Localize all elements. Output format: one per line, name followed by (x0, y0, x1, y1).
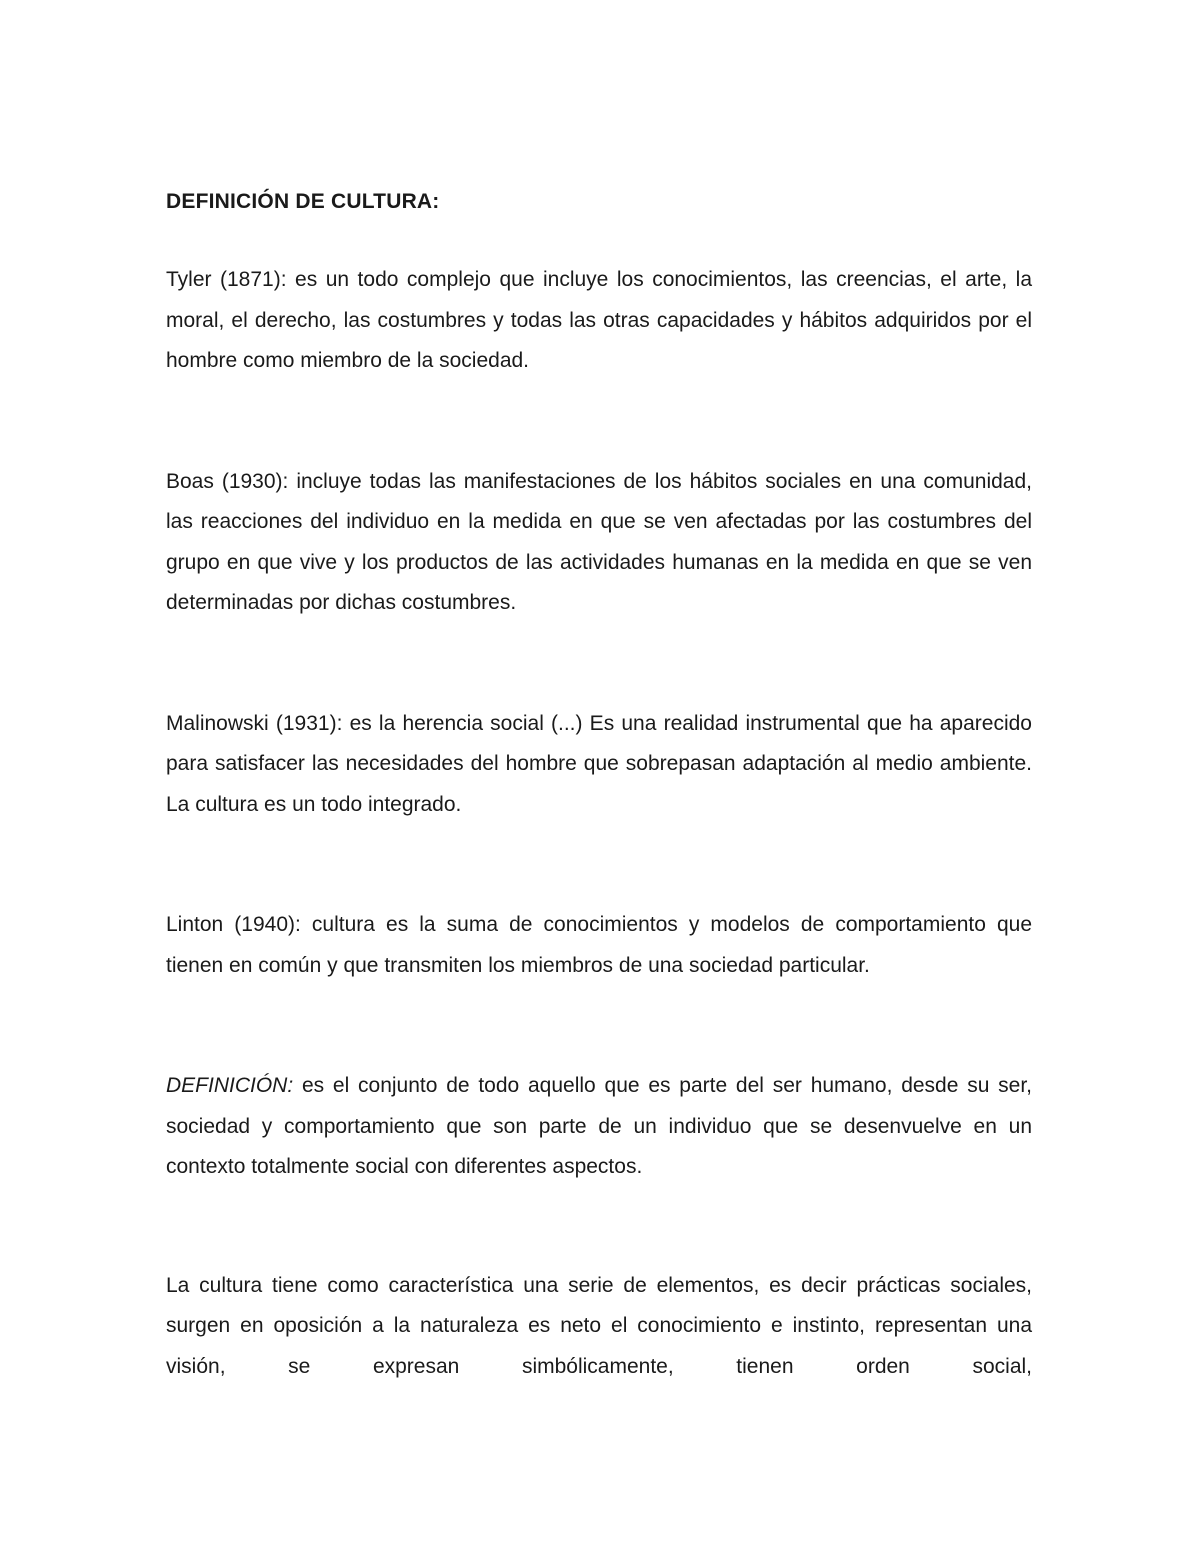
definition-term: DEFINICIÓN: (166, 1074, 294, 1097)
paragraph-caracteristica: La cultura tiene como característica una serie de elementos, es decir prácticas sociales, surgen en oposición a la naturaleza es neto el conocimiento e instinto, representan una visión, se expresan simbólicamente, tienen orden social, (166, 1273, 1032, 1378)
paragraph-tyler: Tyler (1871): es un todo complejo que incluye los conocimientos, las creencias, el arte, la moral, el derecho, las costumbres y todas las otras capacidades y hábitos adquiridos por el hombre como miembro de la sociedad. (166, 268, 1032, 372)
paragraph-boas: Boas (1930): incluye todas las manifestaciones de los hábitos sociales en una comunidad, las reacciones del individuo en la medida en que se ven afectadas por las costumbres del grupo en que vive y los productos de las actividades humanas en la medida en que se ven determinadas por dichas costumbres. (166, 469, 1032, 614)
definition-text: es el conjunto de todo aquello que es parte del ser humano, desde su ser, sociedad y comportamiento que son parte de un individuo que se desenvuelve en un contexto totalmente social con diferentes aspectos. (166, 1074, 1032, 1178)
paragraph-malinowski: Malinowski (1931): es la herencia social (...) Es una realidad instrumental que ha aparecido para satisfacer las necesidades del hombre que sobrepasan adaptación al medio ambiente. La cultura es un todo integrado. (166, 711, 1032, 816)
document-heading: DEFINICIÓN DE CULTURA: (166, 190, 440, 213)
document-body (166, 182, 1032, 1387)
paragraph-linton: Linton (1940): cultura es la suma de conocimientos y modelos de comportamiento que tienen en común y que transmiten los miembros de una sociedad particular. (166, 913, 1032, 977)
paragraph-definicion (166, 1066, 1032, 1188)
